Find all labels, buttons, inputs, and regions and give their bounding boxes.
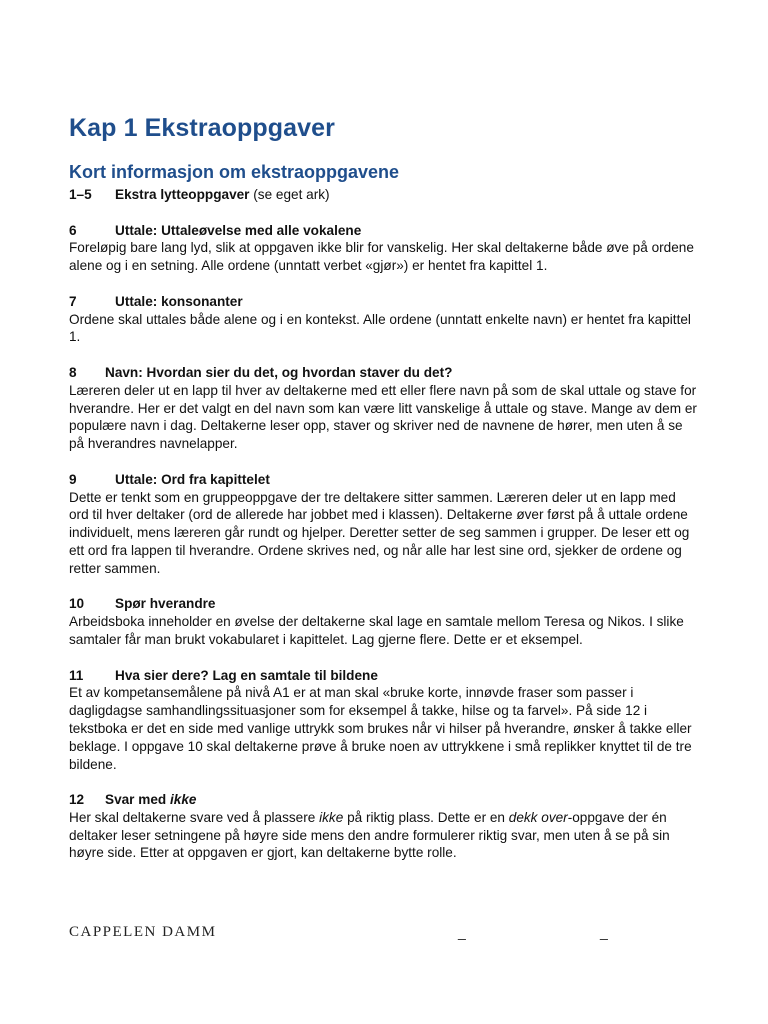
section-heading: [69, 222, 699, 240]
section-12: [69, 791, 699, 862]
section-9: [69, 471, 699, 578]
section-title-note: (se eget ark): [249, 187, 330, 202]
section-heading: [69, 293, 699, 311]
section-body: Læreren deler ut en lapp til hver av deltakerne med ett eller flere navn på som de skal uttale og stave for hverandre. Her er det valgt en del navn som kan være litt vanskelige å uttale og stave. Mange av dem er populære navn i dag. Deltakerne leser opp, staver og skriver ned de navnene de hører, men uten å se på hverandres navnelapper.: [69, 382, 697, 452]
section-title: Uttale: konsonanter: [115, 293, 243, 309]
section-heading: [69, 595, 699, 613]
section-title: Ekstra lytteoppgaver: [115, 187, 250, 202]
section-title: Uttale: Ord fra kapittelet: [115, 471, 270, 487]
section-number: 10: [69, 596, 85, 612]
footer-dash: _: [458, 924, 466, 940]
section-body: [69, 809, 699, 862]
section-body: Et av kompetansemålene på nivå A1 er at man skal «bruke korte, innøvde fraser som passer i dagligdagse samhandlingssituasjoner som for eksempel å takke, hilse og ta farvel». På side 12 i tekstboka er det en side med vanlige uttrykk som brukes når vi hilser på hverandre, ønsker å takke eller beklage. I oppgave 10 skal deltakerne prøve å bruke noen av uttrykkene i små replikker knyttet til de tre bildene.: [69, 685, 692, 772]
page-subtitle: Kort informasjon om ekstraoppgavene: [69, 162, 400, 182]
section-body: Dette er tenkt som en gruppeoppgave der tre deltakere sitter sammen. Læreren deler ut en lapp med ord til hver deltaker (ord de allerede har jobbet med i klassen). Deltakerne øver først på å uttale ordene individuelt, mens læreren går rundt og hjelper. Deretter setter de seg sammen i grupper. De leser ett og ett ord fra lappen til hverandre. Ordene skrives ned, og når alle har lest sine ord, sjekker de ordene og retter sammen.: [69, 489, 690, 576]
section-heading: [69, 667, 699, 685]
section-title: Spør hverandre: [115, 596, 216, 612]
section-body: Foreløpig bare lang lyd, slik at oppgaven ikke blir for vanskelig. Her skal deltakerne både øve på ordene alene og i en setning. Alle ordene (unntatt verbet «gjør») er hentet fra kapittel 1.: [69, 240, 694, 274]
section-title: Uttale: Uttaleøvelse med alle vokalene: [115, 222, 362, 238]
body-emphasis: dekk over: [508, 809, 568, 825]
section-heading: [69, 471, 699, 489]
body-text: på riktig plass. Dette er en: [343, 809, 509, 825]
section-number: 6: [69, 222, 77, 238]
page-title: Kap 1 Ekstraoppgaver: [69, 114, 335, 142]
section-heading: [69, 186, 699, 204]
section-number: 7: [69, 293, 77, 309]
section-title: Navn: Hvordan sier du det, og hvordan staver du det?: [105, 364, 453, 380]
section-heading: [69, 791, 699, 809]
section-11: [69, 667, 699, 774]
section-title: Hva sier dere? Lag en samtale til bildene: [115, 667, 378, 683]
section-10: [69, 595, 699, 648]
body-text: Her skal deltakerne svare ved å plassere: [69, 809, 320, 825]
section-body: Arbeidsboka inneholder en øvelse der deltakerne skal lage en samtale mellom Teresa og Nikos. I slike samtaler får man brukt vokabularet i kapittelet. Lag gjerne flere. Dette er et eksempel.: [69, 614, 684, 647]
section-number: 9: [69, 471, 77, 487]
section-title: Svar med: [105, 792, 170, 808]
section-8: [69, 364, 699, 453]
footer-dash: _: [600, 924, 608, 940]
section-7: [69, 293, 699, 346]
publisher-logo: CAPPELEN DAMM: [69, 924, 217, 940]
section-6: [69, 222, 699, 275]
section-number: 1–5: [69, 187, 92, 202]
section-heading: [69, 364, 699, 382]
content: [69, 186, 699, 880]
body-emphasis: ikke: [319, 809, 344, 825]
section-number: 11: [69, 667, 84, 683]
body-text: -oppgave der én deltaker leser setningene på høyre side mens den andre formulerer riktig svar, men uten å se på sin høyre side. Etter at oppgaven er gjort, kan deltakerne bytte rolle.: [69, 809, 670, 861]
section-number: 12: [69, 792, 85, 808]
section-number: 8: [69, 364, 77, 380]
section-title-emphasis: ikke: [169, 792, 197, 808]
section-body: Ordene skal uttales både alene og i en kontekst. Alle ordene (unntatt enkelte navn) er hentet fra kapittel 1.: [69, 311, 691, 345]
section-1-5: [69, 186, 699, 204]
